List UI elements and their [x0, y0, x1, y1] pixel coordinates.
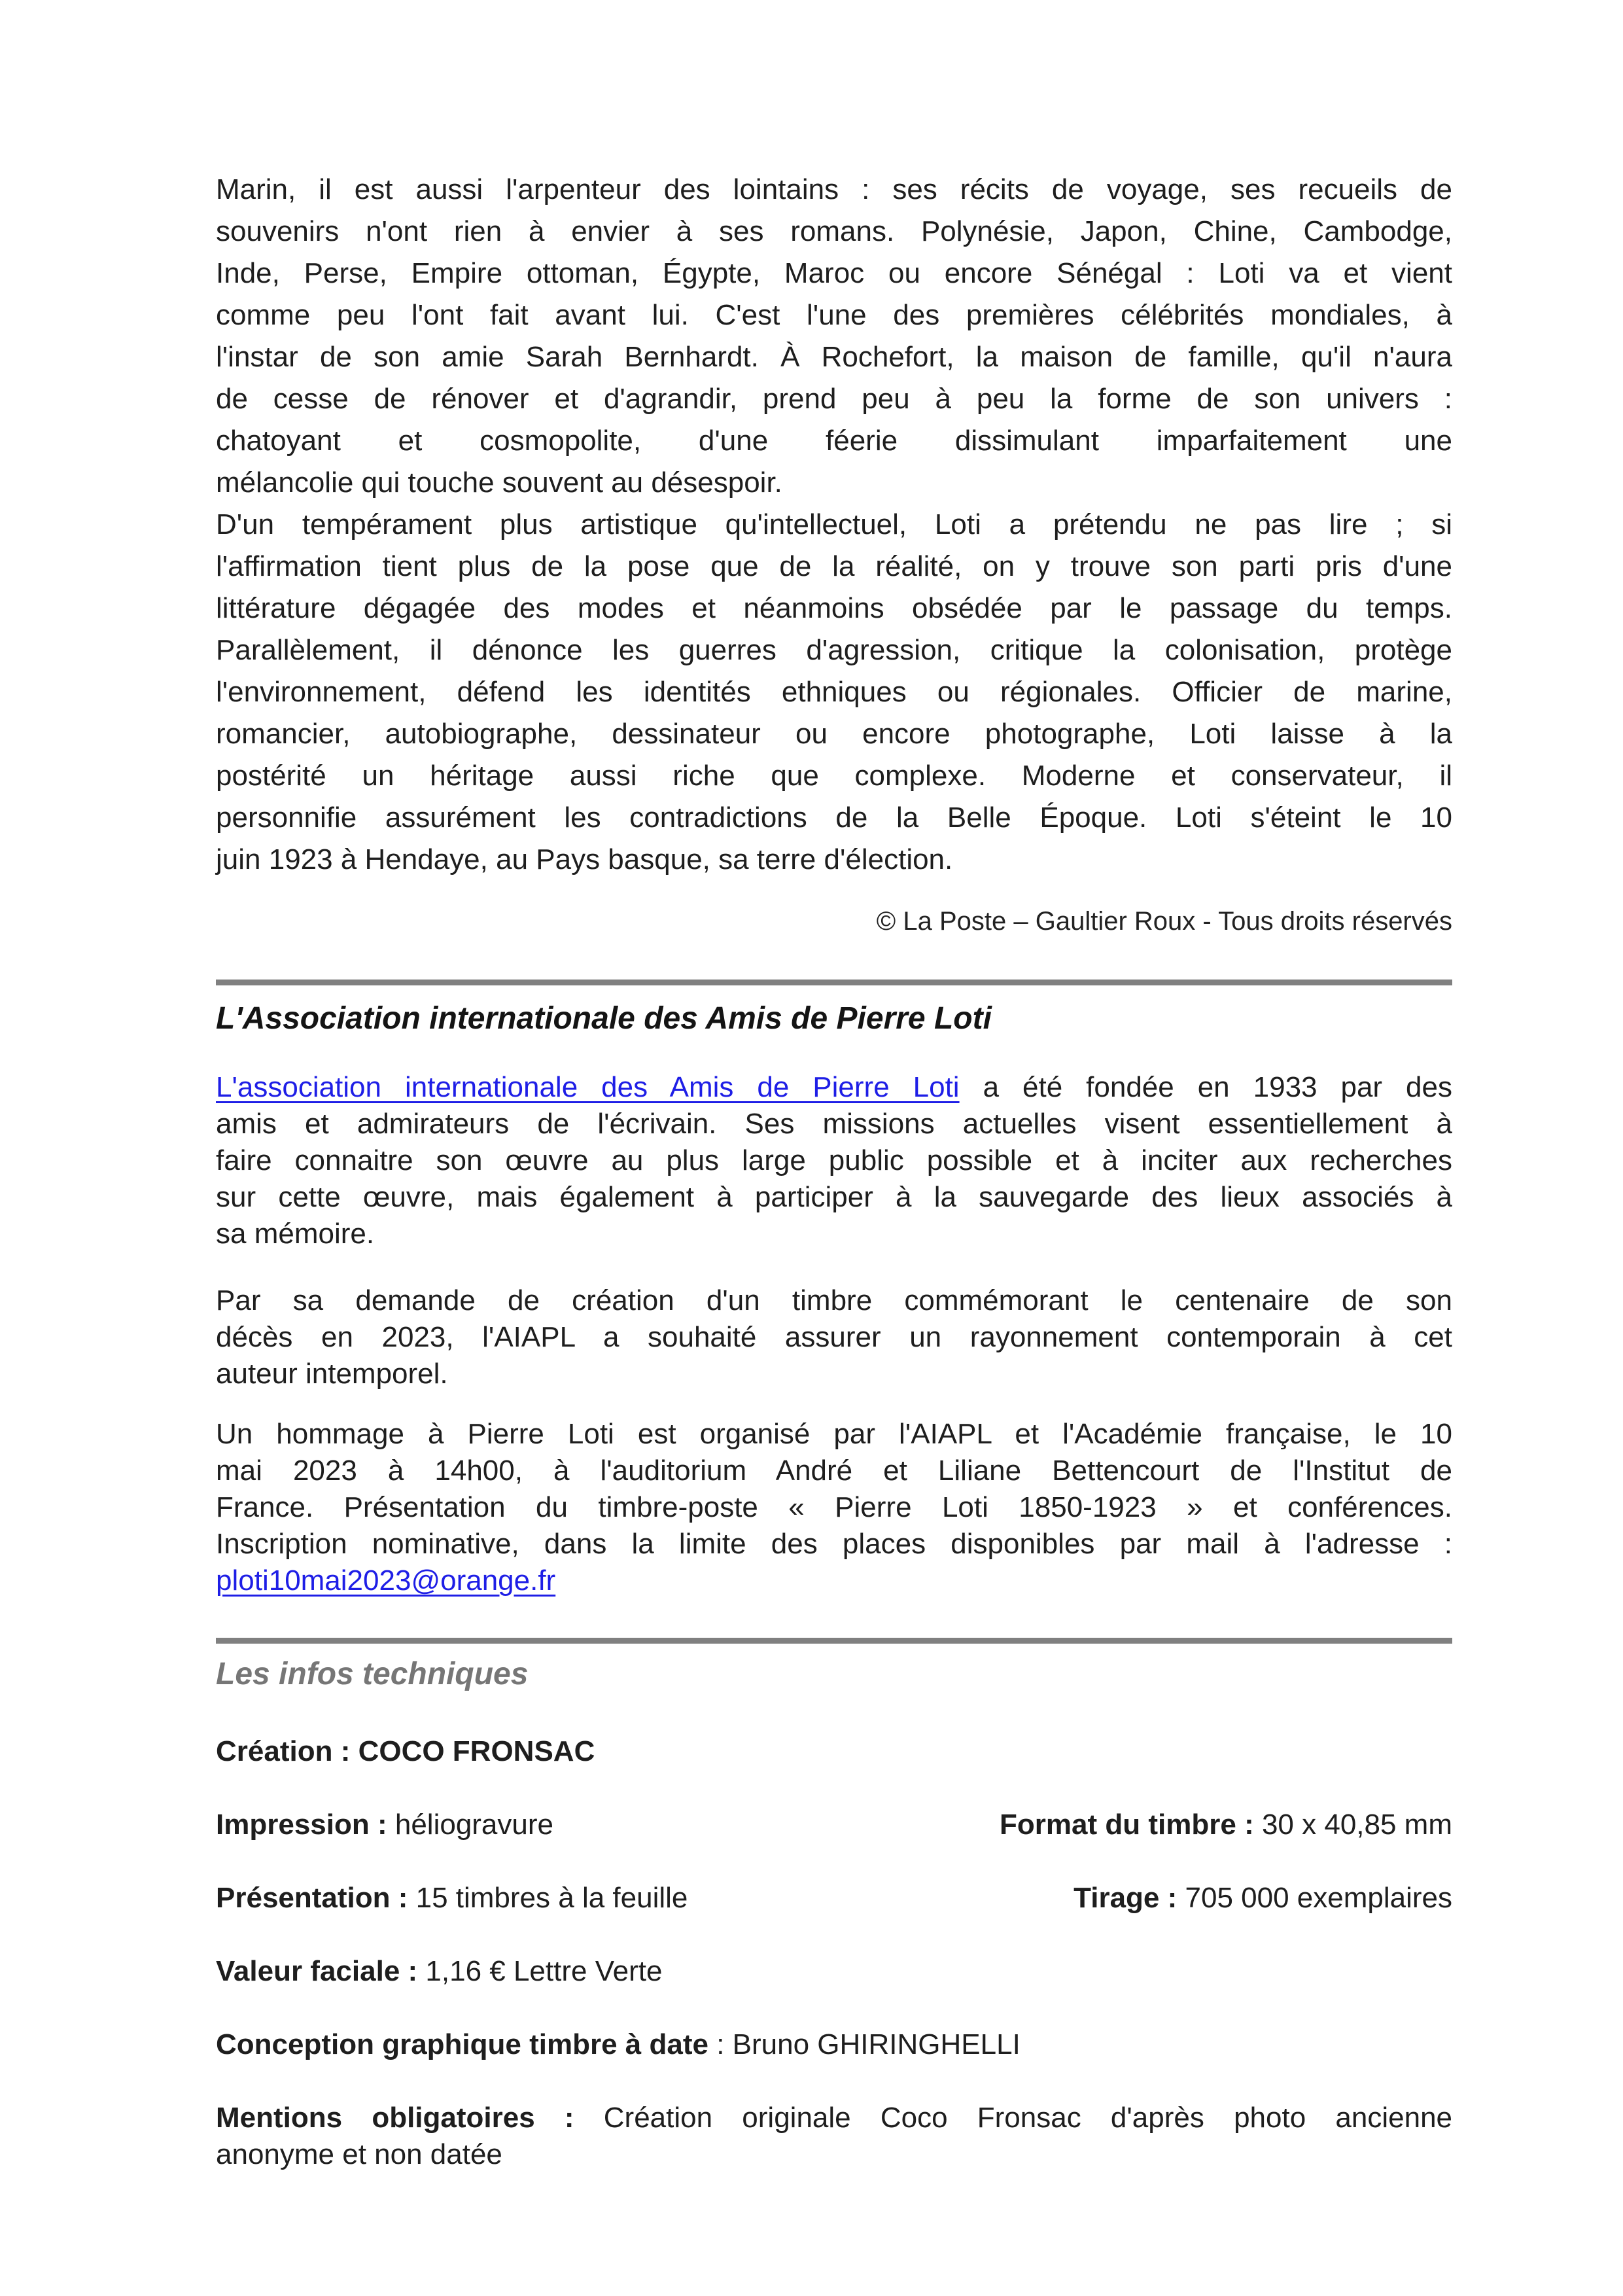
tech-label: Tirage : — [1073, 1882, 1178, 1914]
tech-label: Valeur faciale : — [216, 1955, 418, 1987]
paragraph-line: l'instar de son amie Sarah Bernhardt. À Rochefort, la maison de famille, qu'il n'aura — [216, 341, 1452, 373]
paragraph-line: l'affirmation tient plus de la pose que de la réalité, on y trouve son parti pris d'une — [216, 550, 1452, 582]
tech-value: COCO FRONSAC — [350, 1735, 595, 1767]
tech-cell — [1000, 1807, 1452, 1843]
paragraph-line: sur cette œuvre, mais également à participer à la sauvegarde des lieux associés à — [216, 1181, 1452, 1213]
paragraph-line: France. Présentation du timbre-poste « Pierre Loti 1850-1923 » et conférences. — [216, 1491, 1452, 1523]
tech-label: Conception graphique timbre à date — [216, 2028, 708, 2060]
paragraph-line: auteur intemporel. — [216, 1358, 448, 1390]
paragraph-line: juin 1923 à Hendaye, au Pays basque, sa terre d'élection. — [216, 843, 953, 875]
association-paragraph-1 — [216, 1069, 1452, 1252]
tech-row-conception — [216, 2026, 1452, 2063]
paragraph-line: postérité un héritage aussi riche que complexe. Moderne et conservateur, il — [216, 760, 1452, 792]
paragraph-line: Par sa demande de création d'un timbre commémorant le centenaire de son — [216, 1284, 1452, 1316]
intro-paragraph-1 — [216, 169, 1452, 504]
paragraph-line: D'un tempérament plus artistique qu'intellectuel, Loti a prétendu ne pas lire ; si — [216, 508, 1452, 540]
paragraph-line: faire connaitre son œuvre au plus large public possible et à inciter aux recherches — [216, 1144, 1452, 1176]
section-divider — [216, 980, 1452, 985]
section-title-infos-techniques: Les infos techniques — [216, 1657, 529, 1691]
tech-label: Présentation : — [216, 1882, 408, 1914]
section-divider — [216, 1638, 1452, 1644]
association-paragraph-3 — [216, 1416, 1452, 1599]
tech-row-valeur-faciale — [216, 1953, 1452, 1990]
paragraph-line — [216, 1563, 1452, 1599]
association-link[interactable]: L'association internationale des Amis de Pierre Loti — [216, 1071, 960, 1103]
intro-paragraph-2 — [216, 504, 1452, 881]
tech-label: Format du timbre : — [1000, 1809, 1254, 1841]
tech-value: Création originale Coco Fronsac d'après photo ancienne — [574, 2102, 1453, 2134]
tech-value: 1,16 € Lettre Verte — [417, 1955, 663, 1987]
paragraph-line: romancier, autobiographe, dessinateur ou encore photographe, Loti laisse à la — [216, 718, 1452, 750]
paragraph-line — [216, 1069, 1452, 1106]
paragraph-line: chatoyant et cosmopolite, d'une féerie dissimulant imparfaitement une — [216, 425, 1452, 457]
tech-label: Mentions obligatoires : — [216, 2102, 574, 2134]
tech-value: : Bruno GHIRINGHELLI — [708, 2028, 1021, 2060]
paragraph-line: Un hommage à Pierre Loti est organisé par l'AIAPL et l'Académie française, le 10 — [216, 1418, 1452, 1450]
paragraph-line: Marin, il est aussi l'arpenteur des lointains : ses récits de voyage, ses recueils de — [216, 173, 1452, 205]
document-page — [216, 0, 1452, 2173]
tech-row-impression-format — [216, 1807, 1452, 1843]
tech-value: 15 timbres à la feuille — [408, 1882, 688, 1914]
paragraph-line: anonyme et non datée — [216, 2138, 502, 2170]
tech-cell — [216, 1807, 553, 1843]
tech-cell — [216, 1880, 688, 1916]
tech-cell — [1073, 1880, 1452, 1916]
section-title-association: L'Association internationale des Amis de Pierre Loti — [216, 1001, 992, 1036]
tech-row-creation — [216, 1733, 1452, 1770]
tech-label: Impression : — [216, 1809, 387, 1841]
paragraph-line: l'environnement, défend les identités ethniques ou régionales. Officier de marine, — [216, 676, 1452, 708]
paragraph-line: de cesse de rénover et d'agrandir, prend peu à peu la forme de son univers : — [216, 383, 1452, 415]
paragraph-line: souvenirs n'ont rien à envier à ses romans. Polynésie, Japon, Chine, Cambodge, — [216, 215, 1452, 247]
paragraph-line: Inde, Perse, Empire ottoman, Égypte, Maroc ou encore Sénégal : Loti va et vient — [216, 257, 1452, 289]
paragraph-line: amis et admirateurs de l'écrivain. Ses missions actuelles visent essentiellement à — [216, 1108, 1452, 1140]
tech-row-presentation-tirage — [216, 1880, 1452, 1916]
paragraph-line: sa mémoire. — [216, 1218, 375, 1250]
paragraph-line — [216, 2100, 1452, 2136]
paragraph-line: décès en 2023, l'AIAPL a souhaité assurer un rayonnement contemporain à cet — [216, 1321, 1452, 1353]
photo-credit: © La Poste – Gaultier Roux - Tous droits réservés — [876, 907, 1452, 936]
tech-cell — [216, 2026, 1452, 2063]
paragraph-line: comme peu l'ont fait avant lui. C'est l'une des premières célébrités mondiales, à — [216, 299, 1452, 331]
email-link[interactable]: ploti10mai2023@orange.fr — [216, 1564, 556, 1597]
tech-cell — [216, 1733, 1452, 1770]
tech-value: 705 000 exemplaires — [1177, 1882, 1452, 1914]
paragraph-text: a été fondée en 1933 par des — [959, 1071, 1452, 1103]
tech-cell — [216, 1953, 1452, 1990]
paragraph-line: mélancolie qui touche souvent au désespoir. — [216, 467, 782, 499]
tech-row-mentions — [216, 2100, 1452, 2173]
paragraph-line: Inscription nominative, dans la limite des places disponibles par mail à l'adresse : — [216, 1528, 1452, 1560]
paragraph-line: personnifie assurément les contradictions de la Belle Époque. Loti s'éteint le 10 — [216, 802, 1452, 834]
paragraph-line: Parallèlement, il dénonce les guerres d'agression, critique la colonisation, protège — [216, 634, 1452, 666]
paragraph-line: littérature dégagée des modes et néanmoins obsédée par le passage du temps. — [216, 592, 1452, 624]
tech-label: Création : — [216, 1735, 351, 1767]
tech-value: héliogravure — [387, 1809, 553, 1841]
association-paragraph-2 — [216, 1282, 1452, 1392]
tech-value: 30 x 40,85 mm — [1253, 1809, 1452, 1841]
paragraph-line: mai 2023 à 14h00, à l'auditorium André et Liliane Bettencourt de l'Institut de — [216, 1455, 1452, 1487]
